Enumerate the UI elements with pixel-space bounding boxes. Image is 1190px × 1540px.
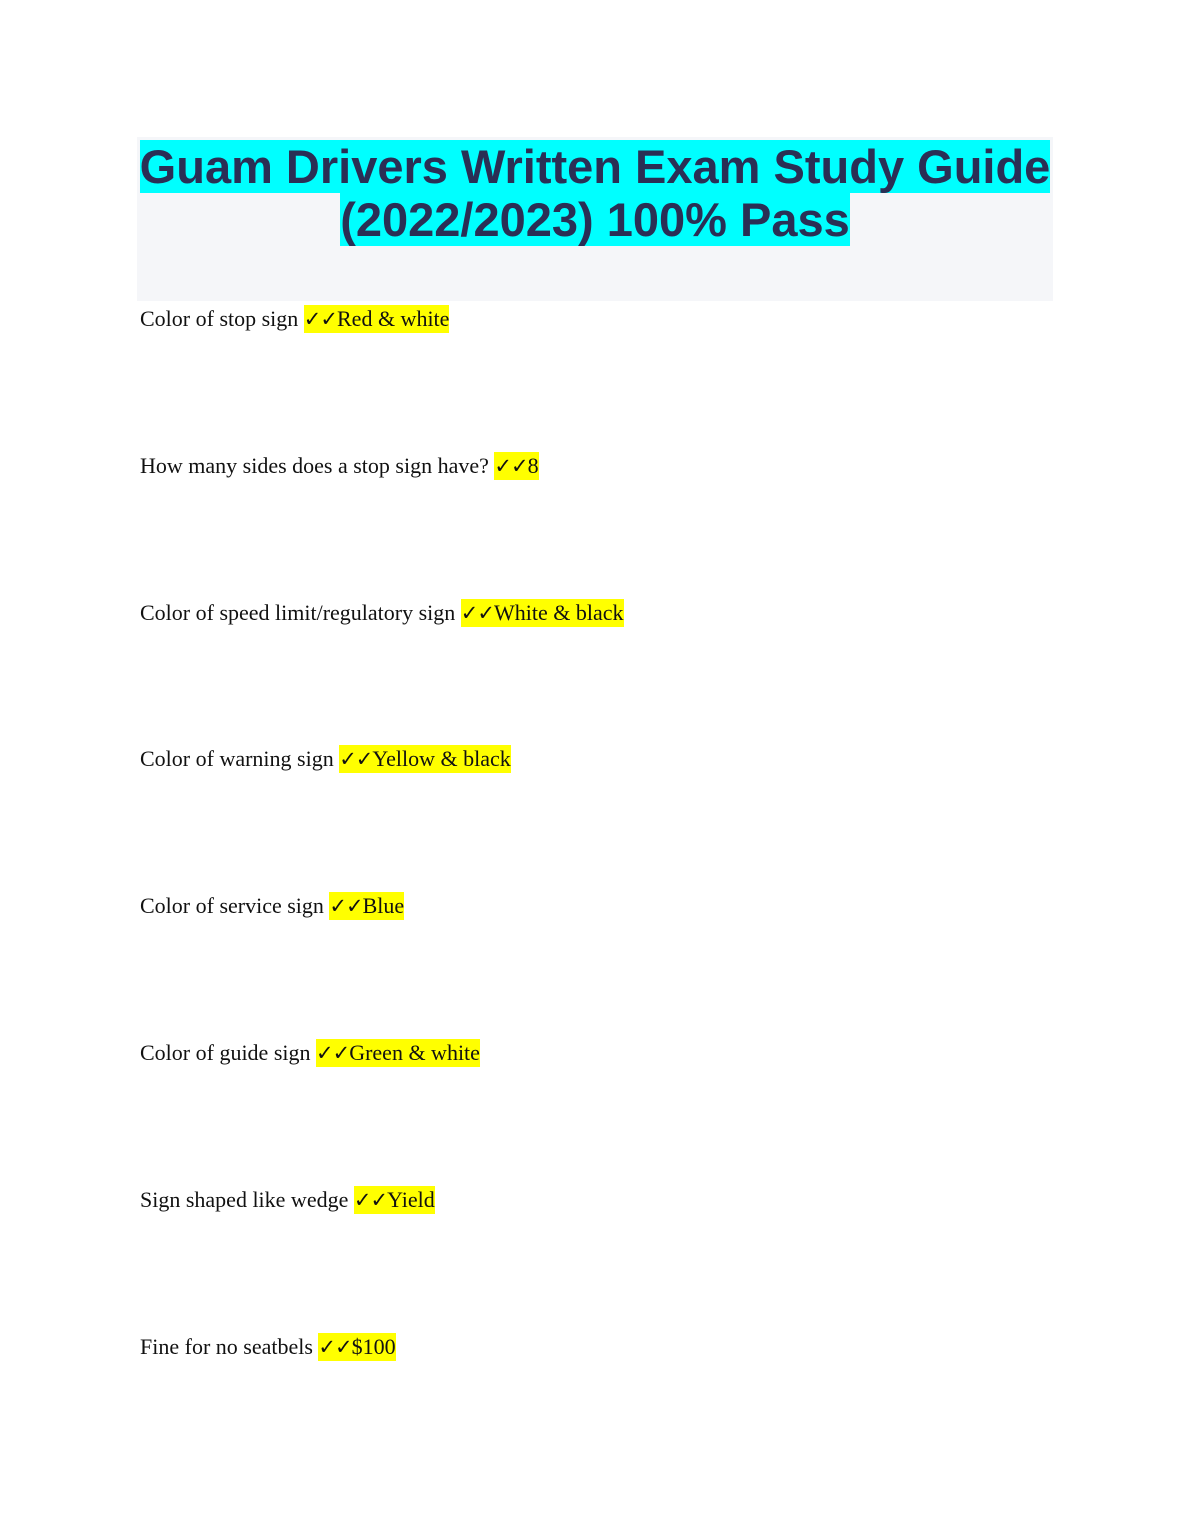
answer-highlight — [339, 745, 511, 773]
answer-highlight — [329, 892, 404, 920]
question-text: Sign shaped like wedge — [140, 1187, 354, 1212]
qa-item — [140, 598, 624, 628]
answer-text: Blue — [362, 893, 405, 918]
double-check-icon: ✓✓ — [303, 307, 337, 331]
qa-item — [140, 744, 511, 774]
answer-text: Green & white — [349, 1040, 480, 1065]
question-text: Color of stop sign — [140, 306, 304, 331]
question-text: Color of warning sign — [140, 746, 340, 771]
question-text: How many sides does a stop sign have? — [140, 453, 495, 478]
title-block — [137, 137, 1053, 301]
answer-text: $100 — [351, 1334, 396, 1359]
answer-highlight — [304, 305, 450, 333]
qa-item — [140, 891, 404, 921]
double-check-icon: ✓✓ — [339, 747, 373, 771]
qa-item — [140, 1332, 396, 1362]
answer-highlight — [318, 1333, 395, 1361]
question-text: Color of service sign — [140, 893, 330, 918]
answer-highlight — [494, 452, 538, 480]
double-check-icon: ✓✓ — [353, 1188, 388, 1212]
double-check-icon: ✓✓ — [318, 1335, 352, 1359]
answer-highlight — [354, 1186, 435, 1214]
qa-item — [140, 451, 539, 481]
title-line-1: Guam Drivers Written Exam Study Guide — [139, 140, 1051, 193]
answer-highlight — [316, 1039, 480, 1067]
answer-text: Red & white — [337, 306, 450, 331]
question-text: Fine for no seatbels — [140, 1334, 319, 1359]
answer-highlight — [461, 599, 624, 627]
answer-text: Yellow & black — [372, 746, 511, 771]
answer-text: 8 — [527, 453, 539, 478]
question-text: Color of speed limit/regulatory sign — [140, 600, 461, 625]
double-check-icon: ✓✓ — [329, 894, 363, 918]
answer-text: Yield — [387, 1187, 435, 1212]
qa-item — [140, 1038, 480, 1068]
double-check-icon: ✓✓ — [494, 454, 528, 478]
double-check-icon: ✓✓ — [460, 601, 494, 625]
document-title — [137, 137, 1053, 246]
answer-text: White & black — [494, 600, 624, 625]
qa-item — [140, 1185, 435, 1215]
title-line-2: (2022/2023) 100% Pass — [340, 193, 850, 246]
question-text: Color of guide sign — [140, 1040, 316, 1065]
double-check-icon: ✓✓ — [316, 1041, 350, 1065]
qa-item — [140, 304, 449, 334]
